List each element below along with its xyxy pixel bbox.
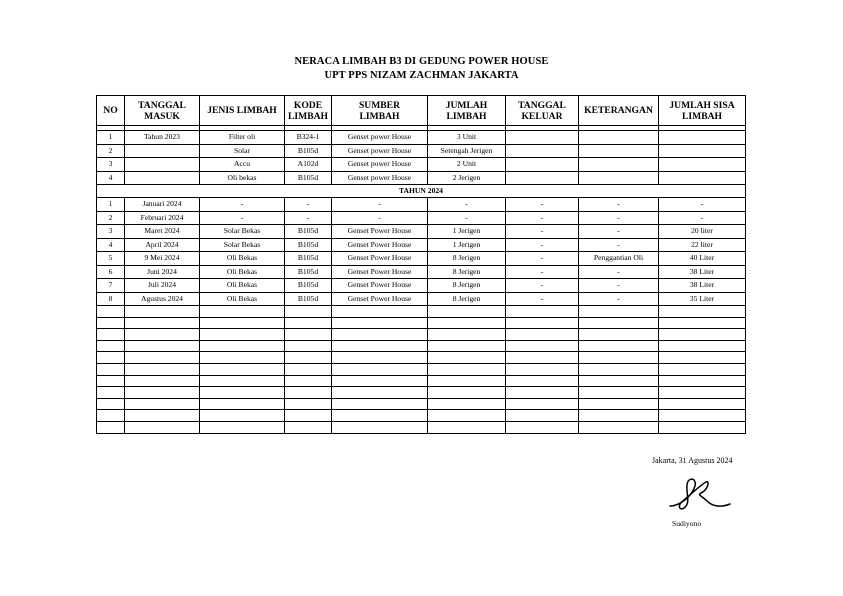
- table-row: [97, 352, 746, 364]
- table-cell: [579, 131, 659, 145]
- table-cell: [125, 363, 200, 375]
- table-cell: [428, 317, 506, 329]
- table-cell: [125, 340, 200, 352]
- table-cell: [506, 398, 579, 410]
- table-cell: Genset Power House: [332, 292, 428, 306]
- table-cell: [428, 352, 506, 364]
- table-cell: [579, 352, 659, 364]
- table-cell: Oli Bekas: [200, 265, 285, 279]
- table-cell: Oli bekas: [200, 171, 285, 185]
- table-cell: [200, 375, 285, 387]
- table-cell: -: [579, 292, 659, 306]
- table-cell: Accu: [200, 158, 285, 172]
- table-cell: April 2024: [125, 238, 200, 252]
- table-cell: -: [506, 198, 579, 212]
- table-cell: [428, 375, 506, 387]
- table-cell: [285, 421, 332, 433]
- table-row: [97, 238, 746, 252]
- table-cell: [97, 398, 125, 410]
- table-cell: [285, 317, 332, 329]
- table-cell: 4: [97, 171, 125, 185]
- table-cell: [332, 352, 428, 364]
- table-cell: [332, 306, 428, 318]
- table-cell: [97, 306, 125, 318]
- table-cell: Genset Power House: [332, 225, 428, 239]
- table-cell: 38 Liter: [659, 279, 746, 293]
- table-cell: [659, 171, 746, 185]
- table-cell: [659, 131, 746, 145]
- table-cell: [659, 329, 746, 341]
- table-cell: Setengah Jerigen: [428, 144, 506, 158]
- table-cell: [506, 340, 579, 352]
- table-body: [97, 126, 746, 434]
- table-cell: [332, 340, 428, 352]
- table-cell: [659, 317, 746, 329]
- table-cell: [579, 421, 659, 433]
- table-cell: [285, 340, 332, 352]
- table-row: [97, 144, 746, 158]
- table-cell: Januari 2024: [125, 198, 200, 212]
- table-cell: [125, 329, 200, 341]
- table-cell: [428, 398, 506, 410]
- table-cell: [506, 410, 579, 422]
- table-cell: -: [506, 252, 579, 266]
- table-cell: -: [579, 279, 659, 293]
- table-cell: 1: [97, 198, 125, 212]
- signatory-name: Sudiyono: [672, 519, 702, 528]
- header-tanggal-masuk: TANGGAL MASUK: [125, 96, 200, 126]
- table-cell: 2: [97, 144, 125, 158]
- table-cell: -: [659, 198, 746, 212]
- table-cell: [506, 387, 579, 399]
- table-cell: B105d: [285, 265, 332, 279]
- table-cell: Genset power House: [332, 144, 428, 158]
- table-row: [97, 279, 746, 293]
- table-cell: -: [332, 211, 428, 225]
- table-cell: 2: [97, 211, 125, 225]
- table-cell: [97, 387, 125, 399]
- table-cell: [659, 363, 746, 375]
- table-cell: 1 Jerigen: [428, 225, 506, 239]
- table-cell: Oli Bekas: [200, 279, 285, 293]
- header-jumlah-limbah: JUMLAH LIMBAH: [428, 96, 506, 126]
- table-cell: [97, 340, 125, 352]
- table-cell: [579, 375, 659, 387]
- table-cell: Genset Power House: [332, 238, 428, 252]
- table-cell: Solar Bekas: [200, 238, 285, 252]
- table-cell: [285, 387, 332, 399]
- table-cell: [659, 306, 746, 318]
- table-cell: [200, 387, 285, 399]
- table-cell: [506, 306, 579, 318]
- table-cell: [506, 421, 579, 433]
- table-cell: [659, 158, 746, 172]
- table-cell: [332, 317, 428, 329]
- table-cell: B105d: [285, 279, 332, 293]
- table-cell: 8 Jerigen: [428, 265, 506, 279]
- table-cell: -: [506, 211, 579, 225]
- table-cell: [659, 421, 746, 433]
- table-cell: Genset power House: [332, 158, 428, 172]
- table-cell: Solar Bekas: [200, 225, 285, 239]
- table-cell: -: [285, 198, 332, 212]
- table-cell: [285, 306, 332, 318]
- table-cell: 38 Liter: [659, 265, 746, 279]
- table-cell: [428, 410, 506, 422]
- table-row: [97, 158, 746, 172]
- table-cell: -: [506, 279, 579, 293]
- table-row: [97, 292, 746, 306]
- table-cell: [506, 158, 579, 172]
- table-row: [97, 306, 746, 318]
- table-cell: [506, 144, 579, 158]
- table-cell: 5: [97, 252, 125, 266]
- table-cell: [97, 329, 125, 341]
- table-cell: B105d: [285, 292, 332, 306]
- table-cell: [659, 398, 746, 410]
- table-cell: [125, 171, 200, 185]
- table-cell: 8 Jerigen: [428, 292, 506, 306]
- table-cell: [506, 375, 579, 387]
- table-cell: [97, 352, 125, 364]
- table-cell: 2 Jerigen: [428, 171, 506, 185]
- table-cell: [125, 306, 200, 318]
- table-cell: 3 Unit: [428, 131, 506, 145]
- table-cell: [332, 329, 428, 341]
- document-subtitle: UPT PPS NIZAM ZACHMAN JAKARTA: [324, 70, 519, 81]
- table-cell: [125, 398, 200, 410]
- header-tanggal-keluar: TANGGAL KELUAR: [506, 96, 579, 126]
- table-cell: 7: [97, 279, 125, 293]
- table-cell: [428, 387, 506, 399]
- table-cell: [285, 410, 332, 422]
- document-title: NERACA LIMBAH B3 DI GEDUNG POWER HOUSE: [294, 56, 549, 67]
- header-kode-limbah: KODE LIMBAH: [285, 96, 332, 126]
- table-row: [97, 265, 746, 279]
- table-cell: [659, 144, 746, 158]
- table-cell: B105d: [285, 171, 332, 185]
- table-cell: [428, 329, 506, 341]
- table-cell: [579, 317, 659, 329]
- table-cell: Oli Bekas: [200, 252, 285, 266]
- table-cell: Juli 2024: [125, 279, 200, 293]
- table-cell: 20 liter: [659, 225, 746, 239]
- table-cell: [579, 171, 659, 185]
- table-row: [97, 387, 746, 399]
- table-cell: -: [285, 211, 332, 225]
- table-cell: 4: [97, 238, 125, 252]
- table-cell: 6: [97, 265, 125, 279]
- table-cell: [125, 352, 200, 364]
- table-cell: [579, 144, 659, 158]
- table-cell: 35 Liter: [659, 292, 746, 306]
- table-cell: [200, 306, 285, 318]
- table-cell: -: [506, 265, 579, 279]
- header-keterangan: KETERANGAN: [579, 96, 659, 126]
- table-cell: [579, 158, 659, 172]
- table-row: [97, 198, 746, 212]
- table-cell: -: [506, 292, 579, 306]
- table-cell: [579, 306, 659, 318]
- table-cell: B105d: [285, 238, 332, 252]
- table-cell: [200, 352, 285, 364]
- table-cell: [579, 410, 659, 422]
- table-cell: [285, 329, 332, 341]
- table-row: [97, 421, 746, 433]
- table-cell: 40 Liter: [659, 252, 746, 266]
- table-cell: [97, 375, 125, 387]
- table-cell: [200, 329, 285, 341]
- table-cell: [285, 352, 332, 364]
- table-row: [97, 329, 746, 341]
- table-cell: -: [428, 211, 506, 225]
- table-cell: [200, 317, 285, 329]
- table-cell: [285, 398, 332, 410]
- table-header-row: [97, 96, 746, 126]
- table-cell: [200, 410, 285, 422]
- table-cell: -: [579, 238, 659, 252]
- table-cell: 22 liter: [659, 238, 746, 252]
- table-cell: -: [506, 238, 579, 252]
- table-cell: [332, 410, 428, 422]
- table-cell: Genset Power House: [332, 279, 428, 293]
- table-cell: [428, 421, 506, 433]
- table-cell: Genset Power House: [332, 252, 428, 266]
- table-cell: 8 Jerigen: [428, 279, 506, 293]
- section-title: TAHUN 2024: [97, 185, 746, 198]
- table-cell: Genset power House: [332, 131, 428, 145]
- table-cell: Februari 2024: [125, 211, 200, 225]
- table-cell: -: [506, 225, 579, 239]
- table-cell: 8: [97, 292, 125, 306]
- table-cell: -: [579, 225, 659, 239]
- table-row: [97, 398, 746, 410]
- table-cell: Maret 2024: [125, 225, 200, 239]
- table-cell: [97, 410, 125, 422]
- table-cell: [579, 329, 659, 341]
- table-cell: [506, 317, 579, 329]
- header-jenis-limbah: JENIS LIMBAH: [200, 96, 285, 126]
- table-cell: Penggantian Oli: [579, 252, 659, 266]
- table-cell: Solar: [200, 144, 285, 158]
- table-cell: [506, 171, 579, 185]
- table-cell: 1 Jerigen: [428, 238, 506, 252]
- table-cell: 9 Mei 2024: [125, 252, 200, 266]
- table-cell: [125, 387, 200, 399]
- table-cell: 3: [97, 158, 125, 172]
- table-cell: [428, 340, 506, 352]
- table-cell: [125, 421, 200, 433]
- table-cell: [579, 398, 659, 410]
- table-cell: [506, 329, 579, 341]
- table-cell: [97, 317, 125, 329]
- table-row: [97, 171, 746, 185]
- table-cell: -: [659, 211, 746, 225]
- table-cell: B105d: [285, 225, 332, 239]
- table-cell: [125, 410, 200, 422]
- table-cell: [428, 363, 506, 375]
- table-cell: [97, 421, 125, 433]
- table-row: [97, 225, 746, 239]
- waste-balance-table: [96, 95, 746, 434]
- table-cell: [125, 375, 200, 387]
- table-cell: [285, 375, 332, 387]
- table-cell: -: [200, 198, 285, 212]
- table-cell: B105d: [285, 252, 332, 266]
- table-row: [97, 317, 746, 329]
- table-cell: [506, 363, 579, 375]
- table-row: [97, 340, 746, 352]
- table-cell: 2 Unit: [428, 158, 506, 172]
- table-cell: [332, 387, 428, 399]
- table-cell: [659, 410, 746, 422]
- table-cell: Tahun 2023: [125, 131, 200, 145]
- header-jumlah-sisa-limbah: JUMLAH SISA LIMBAH: [659, 96, 746, 126]
- table-cell: [332, 398, 428, 410]
- table-cell: Oli Bekas: [200, 292, 285, 306]
- signature-place-date: Jakarta, 31 Agustus 2024: [652, 456, 733, 465]
- table-cell: 8 Jerigen: [428, 252, 506, 266]
- table-cell: B105d: [285, 144, 332, 158]
- table-row: [97, 252, 746, 266]
- table-cell: [659, 352, 746, 364]
- table-cell: [125, 144, 200, 158]
- table-cell: [579, 363, 659, 375]
- handwritten-signature: [664, 470, 734, 515]
- table-cell: [125, 317, 200, 329]
- table-cell: [125, 158, 200, 172]
- table-row: [97, 375, 746, 387]
- table-cell: [200, 398, 285, 410]
- table-cell: Filter oli: [200, 131, 285, 145]
- table-cell: [579, 387, 659, 399]
- section-title-row: [97, 185, 746, 198]
- header-sumber-limbah: SUMBER LIMBAH: [332, 96, 428, 126]
- table-cell: -: [332, 198, 428, 212]
- table-cell: -: [579, 198, 659, 212]
- table-cell: [200, 363, 285, 375]
- table-cell: Juni 2024: [125, 265, 200, 279]
- table-cell: 3: [97, 225, 125, 239]
- table-cell: -: [428, 198, 506, 212]
- table-cell: [506, 131, 579, 145]
- table-row: [97, 211, 746, 225]
- table-cell: [332, 421, 428, 433]
- table-row: [97, 131, 746, 145]
- table-cell: -: [579, 211, 659, 225]
- table-cell: Agustus 2024: [125, 292, 200, 306]
- table-cell: -: [200, 211, 285, 225]
- table-cell: [332, 363, 428, 375]
- table-cell: [200, 421, 285, 433]
- table-row: [97, 363, 746, 375]
- table-cell: [579, 340, 659, 352]
- table-cell: A102d: [285, 158, 332, 172]
- table-cell: [659, 387, 746, 399]
- table-cell: 1: [97, 131, 125, 145]
- table-cell: Genset Power House: [332, 265, 428, 279]
- table-cell: [332, 375, 428, 387]
- table-cell: [659, 375, 746, 387]
- table-cell: -: [579, 265, 659, 279]
- table-cell: Genset power House: [332, 171, 428, 185]
- header-no: NO: [97, 96, 125, 126]
- table-cell: [285, 363, 332, 375]
- table-cell: [200, 340, 285, 352]
- table-cell: [97, 363, 125, 375]
- table-row: [97, 410, 746, 422]
- table-cell: [659, 340, 746, 352]
- table-cell: [428, 306, 506, 318]
- table-cell: B324-1: [285, 131, 332, 145]
- table-cell: [506, 352, 579, 364]
